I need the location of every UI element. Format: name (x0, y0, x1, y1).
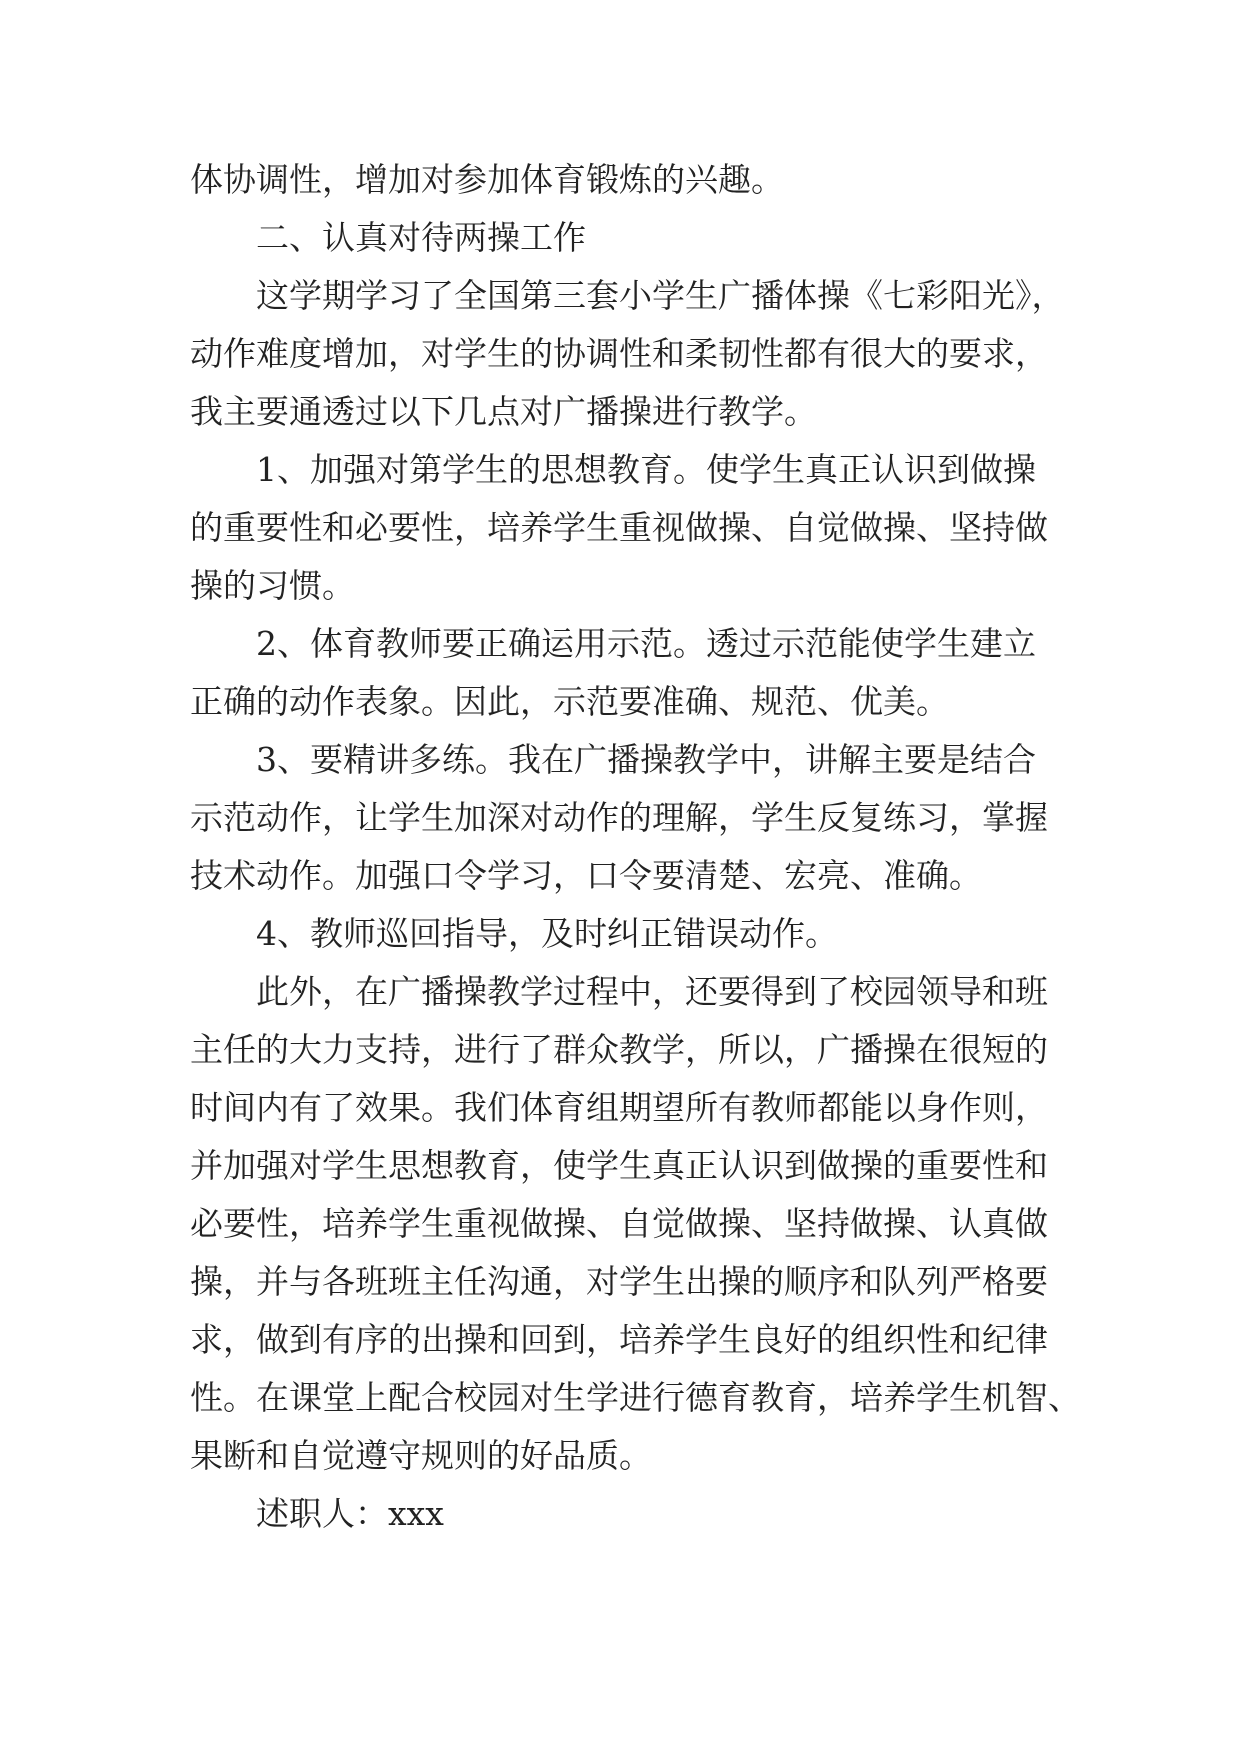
section-heading: 二、认真对待两操工作 (256, 218, 586, 257)
text-line: 性。在课堂上配合校园对生学进行德育教育，培养学生机智、 (190, 1378, 1081, 1417)
text-line: 1、加强对第学生的思想教育。使学生真正认识到做操 (256, 450, 1036, 489)
text-line: 果断和自觉遵守规则的好品质。 (190, 1436, 652, 1475)
text-line: 体协调性，增加对参加体育锻炼的兴趣。 (190, 160, 784, 199)
text-line: 主任的大力支持，进行了群众教学，所以，广播操在很短的 (190, 1030, 1048, 1069)
text-line: 正确的动作表象。因此，示范要准确、规范、优美。 (190, 682, 949, 721)
text-line: 的重要性和必要性，培养学生重视做操、自觉做操、坚持做 (190, 508, 1048, 547)
text-line: 2、体育教师要正确运用示范。透过示范能使学生建立 (256, 624, 1036, 663)
text-line: 并加强对学生思想教育，使学生真正认识到做操的重要性和 (190, 1146, 1048, 1185)
text-line: 4、教师巡回指导，及时纠正错误动作。 (256, 914, 838, 953)
text-line: 操的习惯。 (190, 566, 355, 605)
text-line: 技术动作。加强口令学习，口令要清楚、宏亮、准确。 (190, 856, 982, 895)
text-line: 这学期学习了全国第三套小学生广播体操《七彩阳光》， (256, 276, 1065, 315)
text-line: 必要性，培养学生重视做操、自觉做操、坚持做操、认真做 (190, 1204, 1048, 1243)
text-line: 此外，在广播操教学过程中，还要得到了校园领导和班 (256, 972, 1048, 1011)
text-line: 操，并与各班班主任沟通，对学生出操的顺序和队列严格要 (190, 1262, 1048, 1301)
text-line: 时间内有了效果。我们体育组期望所有教师都能以身作则， (190, 1088, 1048, 1127)
signature-line: 述职人：xxx (256, 1494, 444, 1533)
text-line: 示范动作，让学生加深对动作的理解，学生反复练习，掌握 (190, 798, 1048, 837)
text-line: 动作难度增加，对学生的协调性和柔韧性都有很大的要求， (190, 334, 1048, 373)
text-line: 3、要精讲多练。我在广播操教学中，讲解主要是结合 (256, 740, 1036, 779)
text-line: 求，做到有序的出操和回到，培养学生良好的组织性和纪律 (190, 1320, 1048, 1359)
text-line: 我主要通透过以下几点对广播操进行教学。 (190, 392, 817, 431)
